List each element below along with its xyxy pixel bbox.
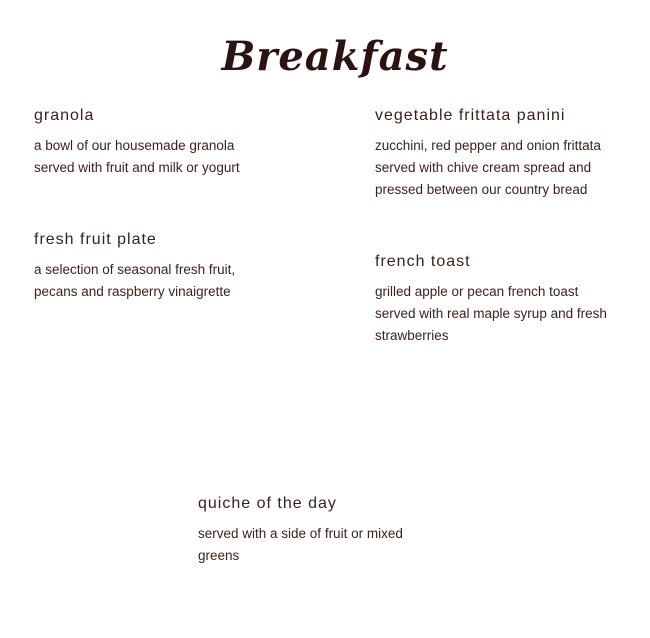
item-description-line: pecans and raspberry vinaigrette: [34, 284, 231, 299]
item-description: [198, 523, 403, 567]
item-description-line: served with fruit and milk or yogurt: [34, 160, 240, 175]
menu-title: Breakfast: [221, 32, 449, 80]
item-description-line: served with chive cream spread and: [375, 160, 592, 175]
item-description-line: a selection of seasonal fresh fruit,: [34, 262, 236, 277]
item-description: [34, 259, 235, 303]
item-name: vegetable frittata panini: [375, 107, 566, 124]
item-description-line: greens: [198, 548, 240, 563]
item-description-line: served with a side of fruit or mixed: [198, 526, 403, 541]
item-description: [375, 281, 607, 347]
menu-item-fresh-fruit-plate: [34, 230, 235, 303]
item-description-line: strawberries: [375, 328, 449, 343]
item-description-line: grilled apple or pecan french toast: [375, 284, 579, 299]
menu-item-quiche-of-the-day: [198, 494, 403, 567]
item-description: [34, 135, 240, 179]
item-name: quiche of the day: [198, 495, 337, 512]
item-description: [375, 135, 601, 201]
item-description-line: pressed between our country bread: [375, 182, 588, 197]
menu-item-granola: [34, 106, 240, 179]
item-name: french toast: [375, 253, 471, 270]
menu-item-french-toast: [375, 252, 607, 347]
item-name: fresh fruit plate: [34, 231, 157, 248]
menu-item-vegetable-frittata-panini: [375, 106, 601, 201]
item-description-line: a bowl of our housemade granola: [34, 138, 235, 153]
item-description-line: served with real maple syrup and fresh: [375, 306, 607, 321]
item-name: granola: [34, 107, 95, 124]
item-description-line: zucchini, red pepper and onion frittata: [375, 138, 601, 153]
